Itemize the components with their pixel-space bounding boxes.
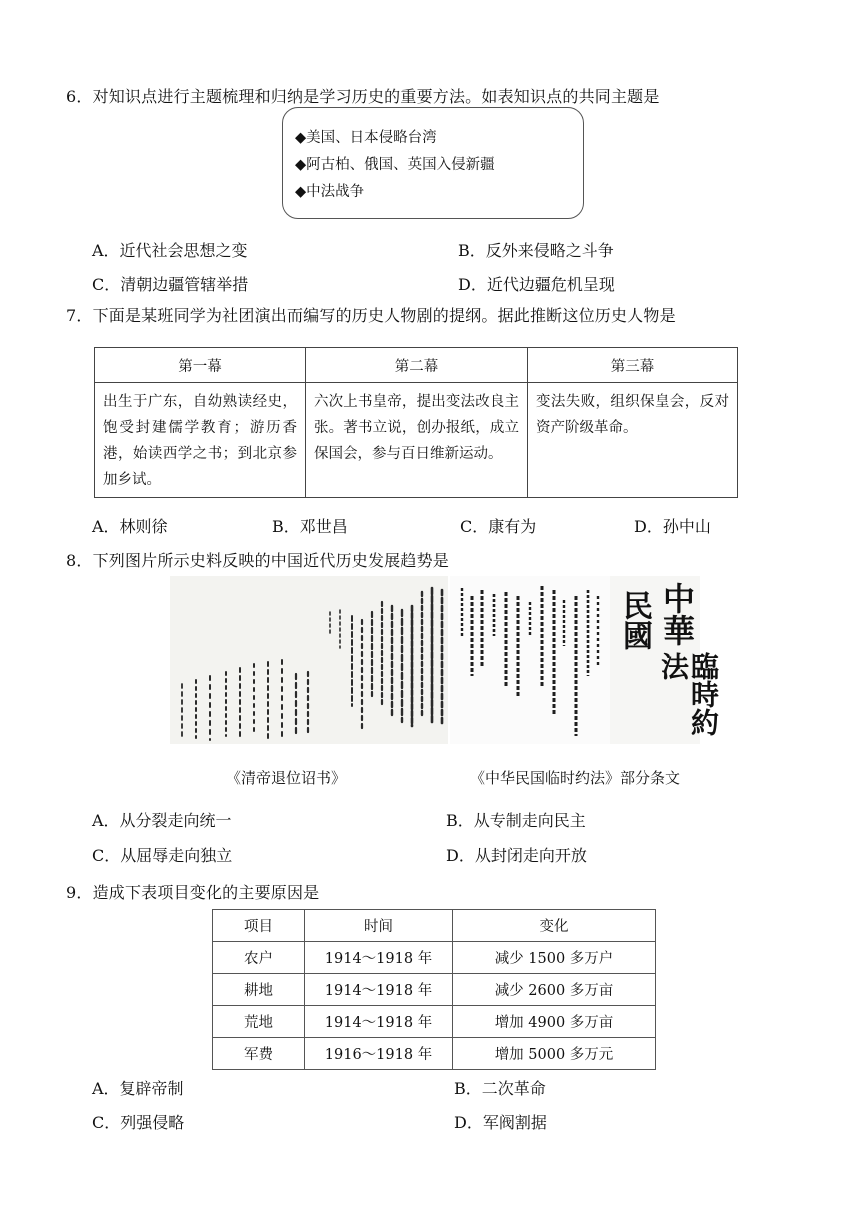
q9-cell-change: 增加 4900 多万亩 — [453, 1006, 656, 1038]
q9-cell-change: 增加 5000 多万元 — [453, 1038, 656, 1070]
q8-option-c[interactable]: C．从屈辱走向独立 — [92, 846, 233, 865]
q6-option-b[interactable]: B．反外来侵略之斗争 — [458, 241, 614, 260]
q7-cell-act3: 变法失败，组织保皇会，反对资产阶级革命。 — [528, 383, 738, 498]
q6-bubble-item-3: ◆中法战争 — [295, 184, 365, 200]
constitution-title-minguo: 民國 — [617, 590, 652, 650]
q9-cell-change: 减少 2600 多万亩 — [453, 974, 656, 1006]
q6-option-a[interactable]: A．近代社会思想之变 — [92, 241, 248, 260]
q7-option-c[interactable]: C．康有为 — [460, 517, 537, 536]
q7-header-act3: 第三幕 — [528, 348, 738, 383]
q9-cell-item: 荒地 — [213, 1006, 305, 1038]
q9-cell-time: 1916～1918 年 — [305, 1038, 453, 1070]
q8-option-d[interactable]: D．从封闭走向开放 — [446, 846, 587, 865]
q9-cell-time: 1914～1918 年 — [305, 942, 453, 974]
q9-option-b[interactable]: B．二次革命 — [454, 1079, 546, 1098]
caption-abdication-edict: 《清帝退位诏书》 — [226, 769, 347, 787]
q6-bubble-item-1: ◆美国、日本侵略台湾 — [295, 130, 437, 146]
q9-cell-item: 农户 — [213, 942, 305, 974]
q9-option-d[interactable]: D．军阀割据 — [454, 1113, 547, 1132]
q9-stem: 9．造成下表项目变化的主要原因是 — [66, 883, 320, 902]
q9-header-change: 变化 — [453, 910, 656, 942]
q7-outline-table — [94, 347, 738, 498]
q9-cell-item: 军费 — [213, 1038, 305, 1070]
q7-option-b[interactable]: B．邓世昌 — [272, 517, 348, 536]
provisional-constitution-image — [450, 576, 720, 744]
q7-cell-act1: 出生于广东，自幼熟读经史，饱受封建儒学教育；游历香港，始读西学之书；到北京参加乡试。 — [95, 383, 306, 498]
q8-option-b[interactable]: B．从专制走向民主 — [446, 811, 586, 830]
abdication-edict-script — [170, 576, 448, 744]
q9-option-a[interactable]: A．复辟帝制 — [92, 1079, 184, 1098]
q6-stem: 6．对知识点进行主题梳理和归纳是学习历史的重要方法。如表知识点的共同主题是 — [66, 87, 660, 106]
q9-cell-time: 1914～1918 年 — [305, 1006, 453, 1038]
q6-option-c[interactable]: C．清朝边疆管辖举措 — [92, 275, 249, 294]
q8-stem: 8．下列图片所示史料反映的中国近代历史发展趋势是 — [66, 551, 449, 570]
q7-stem: 7．下面是某班同学为社团演出而编写的历史人物剧的提纲。据此推断这位历史人物是 — [66, 306, 676, 325]
q9-cell-change: 减少 1500 多万户 — [453, 942, 656, 974]
q7-header-act1: 第一幕 — [95, 348, 306, 383]
q6-knowledge-bubble — [282, 107, 584, 219]
table-row — [213, 1038, 656, 1070]
q6-bubble-item-2: ◆阿古柏、俄国、英国入侵新疆 — [295, 157, 495, 173]
table-row — [213, 1006, 656, 1038]
constitution-title-zhonghua: 中華 — [658, 582, 696, 646]
q7-option-d[interactable]: D．孙中山 — [634, 517, 711, 536]
q7-header-act2: 第二幕 — [306, 348, 528, 383]
constitution-title-linshiyuefa: 臨時約法 — [657, 652, 720, 736]
q9-header-time: 时间 — [305, 910, 453, 942]
table-row — [213, 942, 656, 974]
q7-option-a[interactable]: A．林则徐 — [92, 517, 168, 536]
q9-data-table — [212, 909, 656, 1070]
q9-header-item: 项目 — [213, 910, 305, 942]
caption-provisional-constitution: 《中华民国临时约法》部分条文 — [470, 769, 681, 787]
q7-cell-act2: 六次上书皇帝，提出变法改良主张。著书立说，创办报纸，成立保国会，参与百日维新运动。 — [306, 383, 528, 498]
table-row — [213, 974, 656, 1006]
q9-option-c[interactable]: C．列强侵略 — [92, 1113, 185, 1132]
q9-cell-item: 耕地 — [213, 974, 305, 1006]
q6-option-d[interactable]: D．近代边疆危机呈现 — [458, 275, 615, 294]
q8-option-a[interactable]: A．从分裂走向统一 — [92, 811, 232, 830]
q9-cell-time: 1914～1918 年 — [305, 974, 453, 1006]
abdication-edict-image — [170, 576, 448, 744]
